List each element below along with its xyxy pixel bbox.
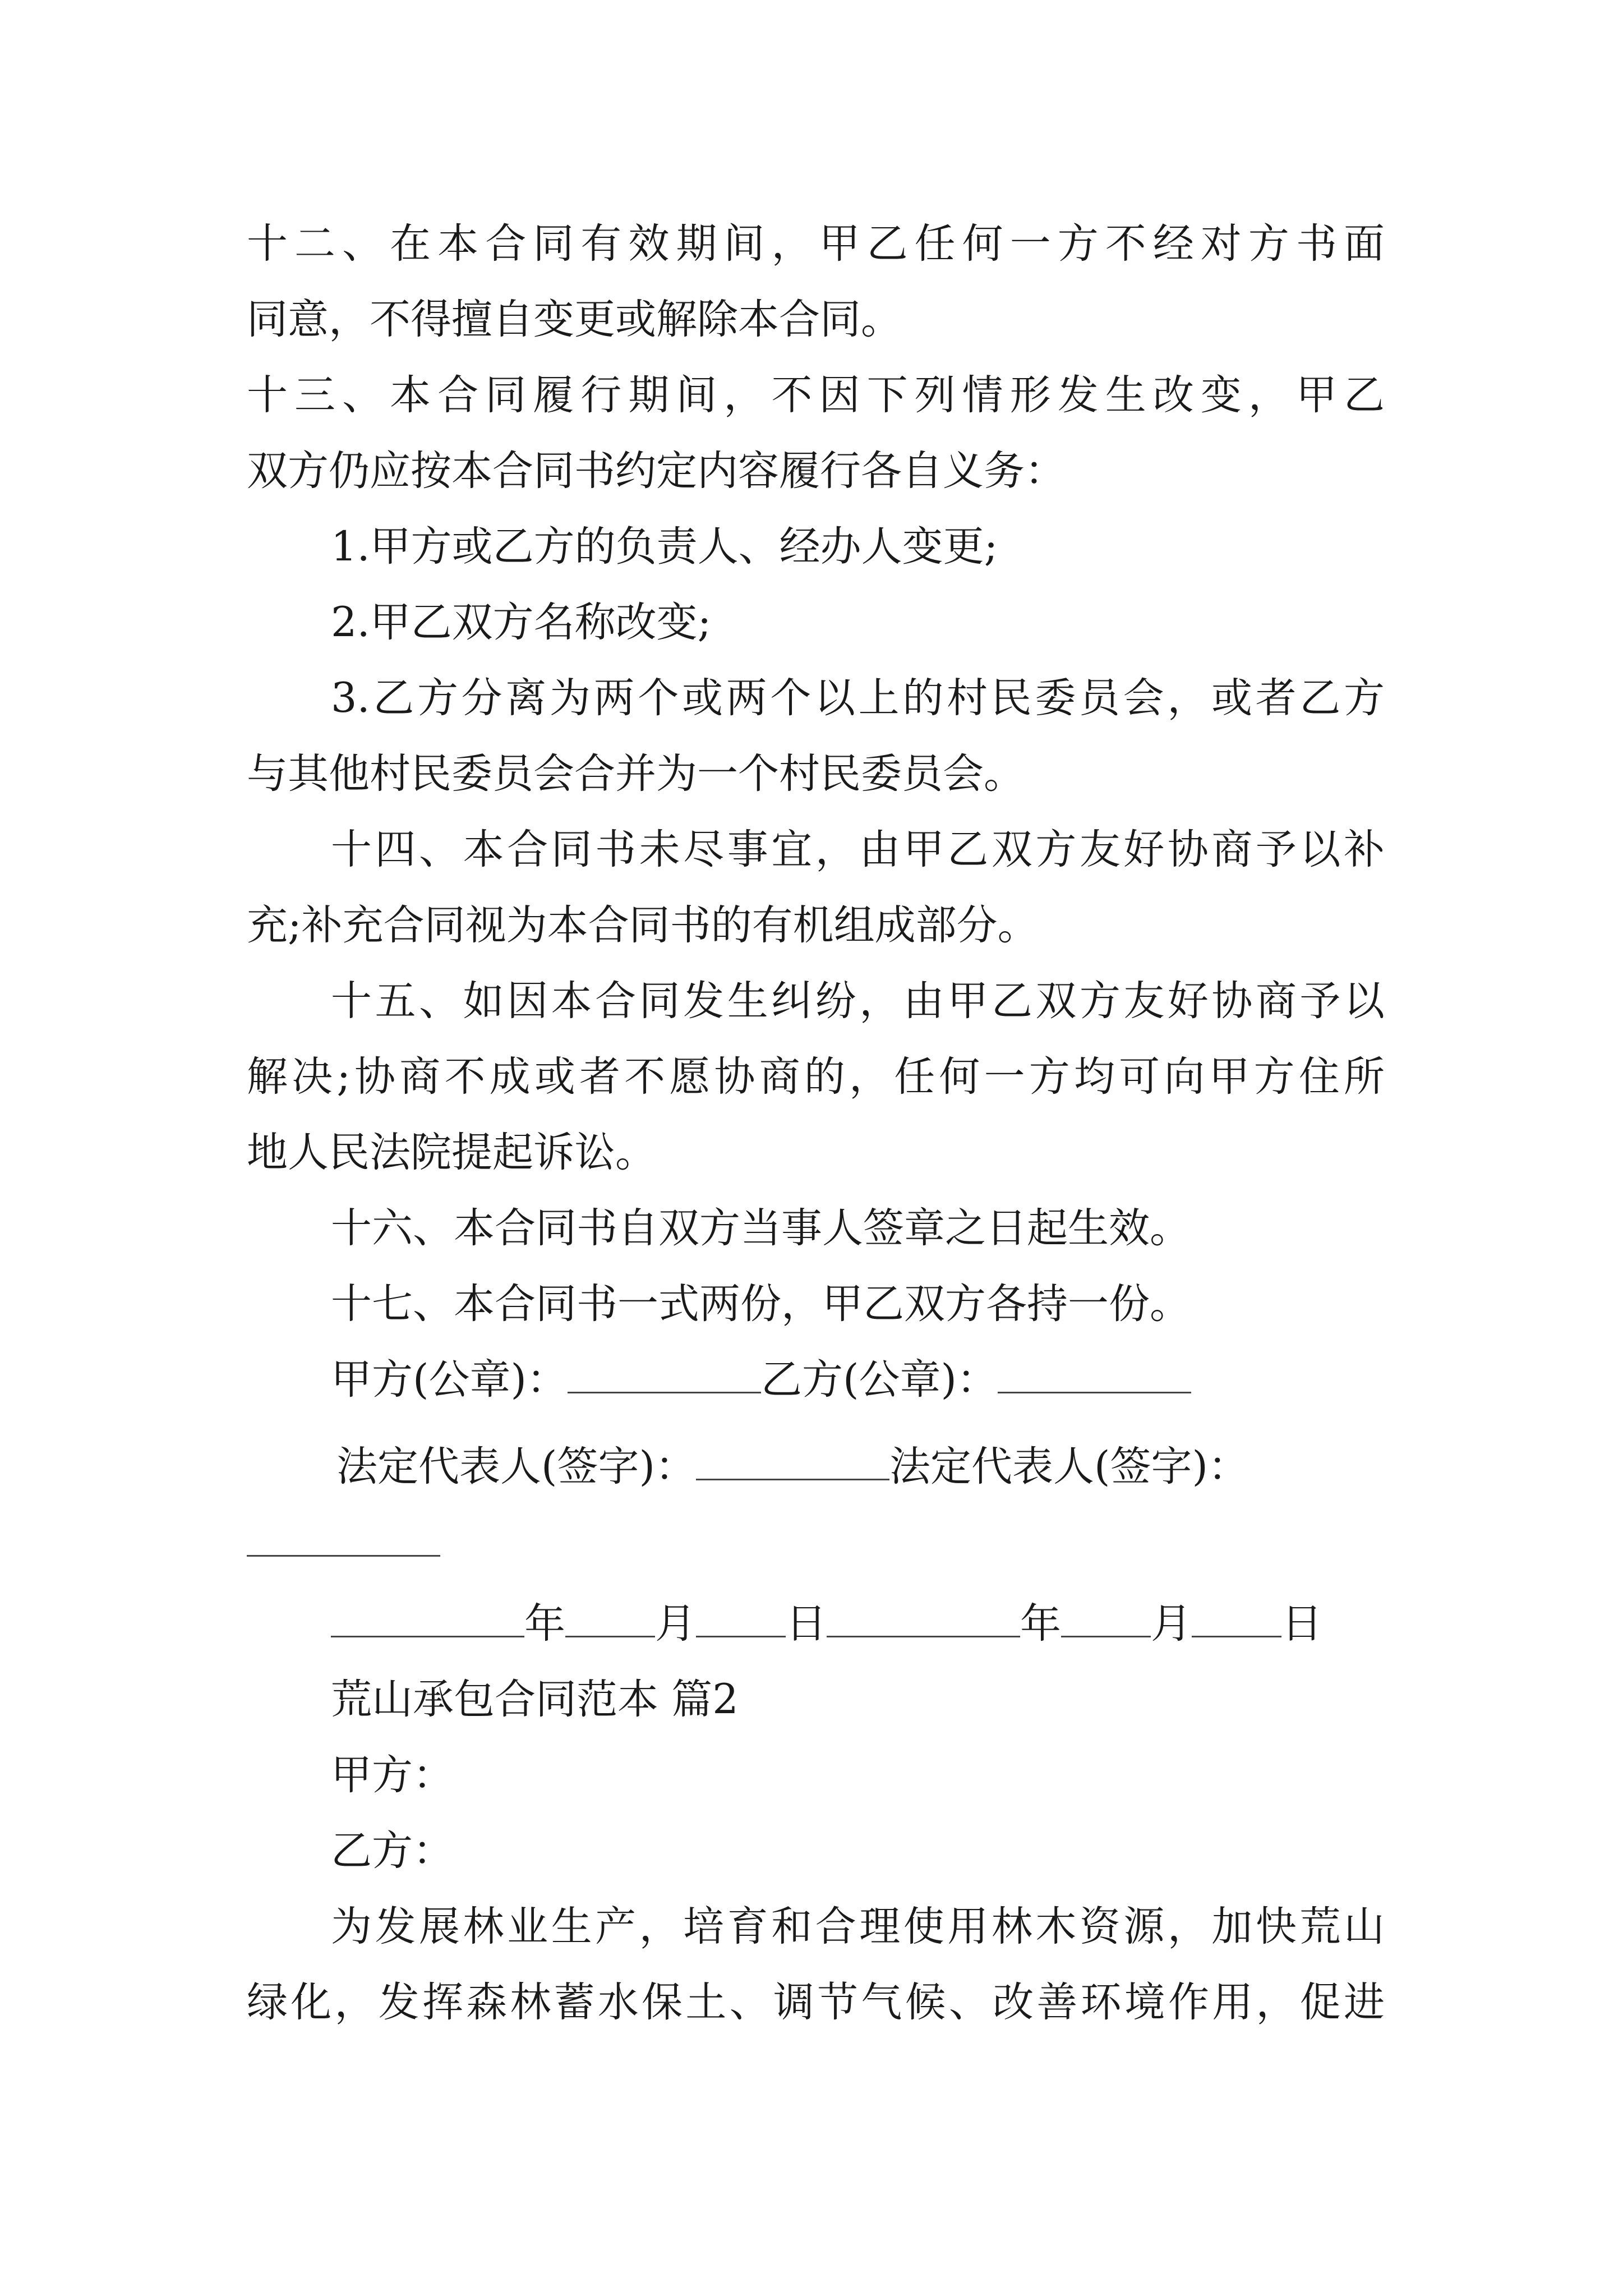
date-row: [331, 1596, 1322, 1652]
representative-row: [336, 1439, 1249, 1495]
clause-13-item-3-line-2: 与其他村民委员会合并为一个村民委员会。: [247, 750, 1025, 798]
clause-12-line-1: 十二、在本合同有效期间，甲乙任何一方不经对方书面: [247, 220, 1385, 268]
clause-13-line-1: 十三、本合同履行期间，不因下列情形发生改变，甲乙: [247, 371, 1385, 419]
date-b-day: 日: [1281, 1600, 1322, 1648]
clause-13-item-1: 1.甲方或乙方的负责人、经办人变更;: [331, 523, 998, 570]
clause-12-line-2: 同意，不得擅自变更或解除本合同。: [247, 296, 902, 343]
clause-17: 十七、本合同书一式两份，甲乙双方各持一份。: [331, 1280, 1191, 1328]
seal-row: [331, 1352, 1191, 1408]
clause-15-line-1: 十五、如因本合同发生纠纷，由甲乙双方友好协商予以: [331, 977, 1385, 1025]
rep-a-blank[interactable]: [696, 1439, 889, 1480]
clause-14-line-2: 充;补充合同视为本合同书的有机组成部分。: [247, 901, 1039, 949]
date-a-year: 年: [524, 1600, 565, 1648]
date-b-day-blank[interactable]: [1192, 1596, 1281, 1637]
date-b-month-blank[interactable]: [1061, 1596, 1151, 1637]
section-2-party-a: 甲方：: [331, 1751, 454, 1799]
section-2-title: 荒山承包合同范本 篇2: [331, 1676, 739, 1723]
section-2-intro-line-1: 为发展林业生产，培育和合理使用林木资源，加快荒山: [331, 1903, 1385, 1950]
date-b-year: 年: [1020, 1600, 1061, 1648]
party-b-seal-label: 乙方(公章)：: [760, 1356, 998, 1404]
clause-13-line-2: 双方仍应按本合同书约定内容履行各自义务：: [247, 447, 1066, 495]
party-a-seal-blank[interactable]: [568, 1352, 761, 1393]
rep-a-label: 法定代表人(签字)：: [336, 1443, 696, 1490]
date-b-year-blank[interactable]: [827, 1596, 1020, 1637]
rep-b-blank[interactable]: [247, 1555, 440, 1557]
clause-13-item-2: 2.甲乙双方名称改变;: [331, 599, 712, 646]
date-b-month: 月: [1151, 1600, 1192, 1648]
section-2-party-b: 乙方：: [331, 1827, 454, 1875]
clause-15-line-2: 解决;协商不成或者不愿协商的，任何一方均可向甲方住所: [247, 1053, 1385, 1101]
section-2-intro-line-2: 绿化，发挥森林蓄水保土、调节气候、改善环境作用，促进: [247, 1978, 1385, 2026]
date-a-month-blank[interactable]: [565, 1596, 655, 1637]
rep-b-label: 法定代表人(签字)：: [889, 1443, 1249, 1490]
party-a-seal-label: 甲方(公章)：: [331, 1356, 568, 1404]
clause-16: 十六、本合同书自双方当事人签章之日起生效。: [331, 1204, 1191, 1252]
date-a-day: 日: [786, 1600, 827, 1648]
clause-13-item-3-line-1: 3.乙方分离为两个或两个以上的村民委员会，或者乙方: [331, 674, 1385, 722]
date-a-month: 月: [655, 1600, 696, 1648]
party-b-seal-blank[interactable]: [998, 1352, 1191, 1393]
date-a-day-blank[interactable]: [696, 1596, 786, 1637]
clause-15-line-3: 地人民法院提起诉讼。: [247, 1129, 656, 1176]
clause-14-line-1: 十四、本合同书未尽事宜，由甲乙双方友好协商予以补: [331, 826, 1385, 873]
date-a-year-blank[interactable]: [331, 1596, 524, 1637]
